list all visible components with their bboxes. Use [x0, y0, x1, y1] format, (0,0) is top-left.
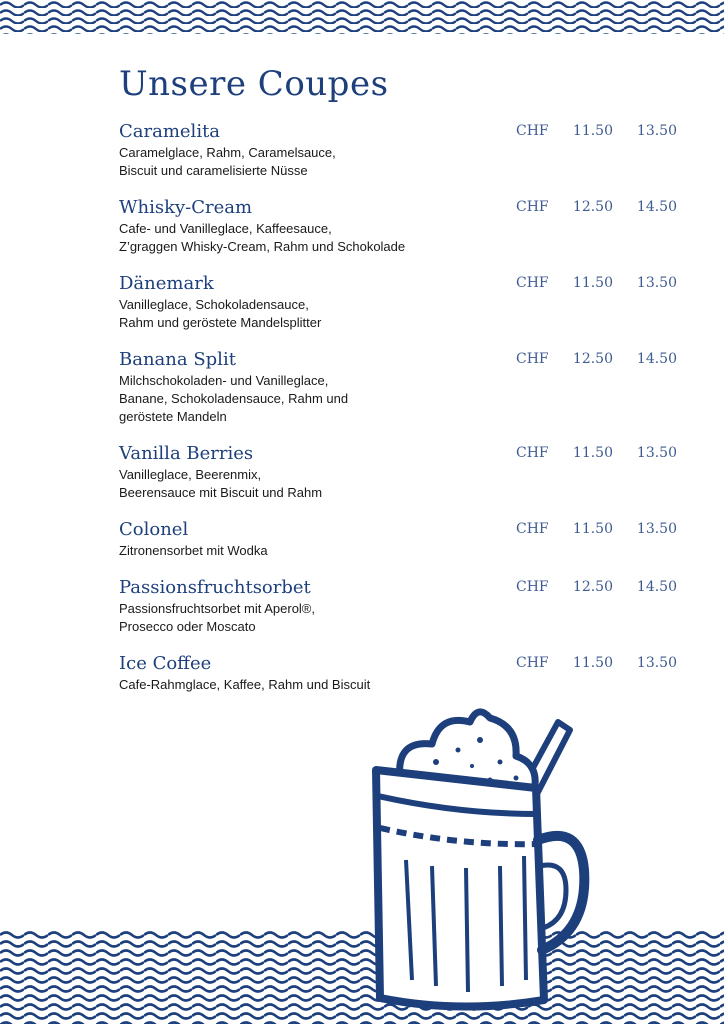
item-description-line: Cafe-Rahmglace, Kaffee, Rahm und Biscuit — [119, 677, 371, 692]
item-description-line: Cafe- und Vanilleglace, Kaffeesauce, — [119, 221, 332, 236]
menu-item — [119, 653, 689, 694]
item-description-line: Prosecco oder Moscato — [119, 619, 256, 634]
item-description-line: Z’graggen Whisky-Cream, Rahm und Schokolade — [119, 239, 406, 254]
item-description — [119, 144, 689, 180]
item-currency: CHF — [516, 123, 549, 139]
iced-coffee-mug-icon — [340, 700, 600, 1020]
item-name: Banana Split — [119, 349, 236, 370]
item-price-large: 13.50 — [636, 275, 677, 291]
item-description-line: Caramelglace, Rahm, Caramelsauce, — [119, 145, 336, 160]
menu-item — [119, 577, 689, 636]
item-description — [119, 372, 689, 426]
item-price-small: 12.50 — [572, 351, 613, 367]
item-description — [119, 220, 689, 256]
item-name: Passionsfruchtsorbet — [119, 577, 311, 598]
menu-item — [119, 519, 689, 560]
item-description-line: Vanilleglace, Schokoladensauce, — [119, 297, 309, 312]
menu-item — [119, 197, 689, 256]
top-wave-pattern-icon — [0, 0, 724, 34]
item-currency: CHF — [516, 351, 549, 367]
page-title: Unsere Coupes — [119, 64, 389, 104]
item-currency: CHF — [516, 199, 549, 215]
item-price-small: 12.50 — [572, 199, 613, 215]
item-description — [119, 600, 689, 636]
item-price-small: 11.50 — [572, 521, 613, 537]
item-description — [119, 676, 689, 694]
item-description-line: Biscuit und caramelisierte Nüsse — [119, 163, 308, 178]
menu-item — [119, 349, 689, 426]
item-description-line: Passionsfruchtsorbet mit Aperol®, — [119, 601, 315, 616]
item-name: Whisky-Cream — [119, 197, 253, 218]
item-description-line: Banane, Schokoladensauce, Rahm und — [119, 391, 349, 406]
item-description-line: Beerensauce mit Biscuit und Rahm — [119, 485, 323, 500]
item-currency: CHF — [516, 445, 549, 461]
item-price-large: 14.50 — [636, 351, 677, 367]
item-description-line: geröstete Mandeln — [119, 409, 227, 424]
item-currency: CHF — [516, 579, 549, 595]
item-price-small: 12.50 — [572, 579, 613, 595]
item-name: Caramelita — [119, 121, 221, 142]
item-currency: CHF — [516, 521, 549, 537]
item-description — [119, 542, 689, 560]
item-description-line: Vanilleglace, Beerenmix, — [119, 467, 262, 482]
item-name: Ice Coffee — [119, 653, 212, 674]
item-name: Colonel — [119, 519, 189, 540]
item-price-large: 14.50 — [636, 579, 677, 595]
item-description — [119, 466, 689, 502]
item-price-large: 14.50 — [636, 199, 677, 215]
item-price-large: 13.50 — [636, 521, 677, 537]
menu-item — [119, 273, 689, 332]
menu-item — [119, 443, 689, 502]
item-currency: CHF — [516, 655, 549, 671]
item-description-line: Milchschokoladen- und Vanilleglace, — [119, 373, 329, 388]
item-name: Vanilla Berries — [119, 443, 254, 464]
item-price-large: 13.50 — [636, 123, 677, 139]
item-description-line: Rahm und geröstete Mandelsplitter — [119, 315, 322, 330]
item-price-small: 11.50 — [572, 275, 613, 291]
item-description-line: Zitronensorbet mit Wodka — [119, 543, 268, 558]
item-price-small: 11.50 — [572, 655, 613, 671]
item-price-large: 13.50 — [636, 445, 677, 461]
item-currency: CHF — [516, 275, 549, 291]
menu-item — [119, 121, 689, 180]
item-price-large: 13.50 — [636, 655, 677, 671]
item-price-small: 11.50 — [572, 445, 613, 461]
item-description — [119, 296, 689, 332]
item-price-small: 11.50 — [572, 123, 613, 139]
item-name: Dänemark — [119, 273, 214, 294]
